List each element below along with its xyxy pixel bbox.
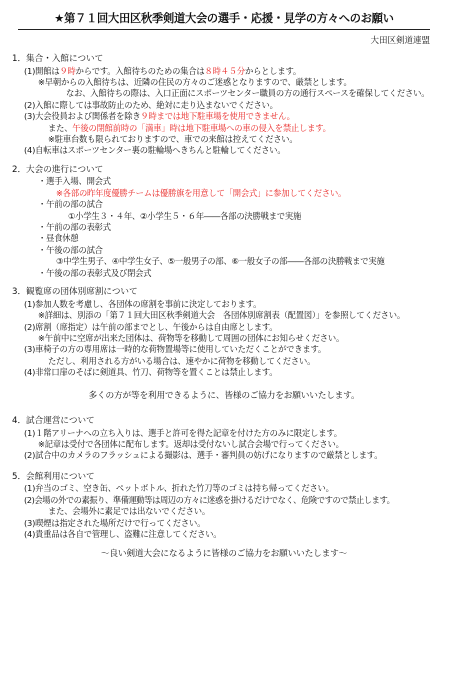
sec1-line-1: (1)開館は９時からです。入館待ちのための集合は８時４５分からとします。 xyxy=(24,65,301,76)
sec3-line-2: ※詳細は、別添の「第７１回大田区秋季剣道大会 各団体別席割表（配置図）」を参照してください。 xyxy=(38,310,405,321)
sec2-line-5: ・午前の部の表彰式 xyxy=(38,222,111,233)
sec2-line-7: ・午後の部の試合 xyxy=(38,244,103,255)
sec2-line-8: ③中学生男子、④中学生女子、⑤一般男子の部、⑥一般女子の部――各部の決勝戦まで実施 xyxy=(56,256,385,267)
sec3-line-4: ※午前中に空席が出来た団体は、荷物等を移動して周囲の団体にお知らせください。 xyxy=(38,332,345,343)
sec2-line-6: ・昼食休憩 xyxy=(38,233,79,244)
sec2-line-4: ①小学生３・４年、②小学生５・６年――各部の決勝戦まで実施 xyxy=(68,210,302,221)
organization-name: 大田区剣道連盟 xyxy=(370,36,430,46)
sec2-line-2: ※各部の昨年度優勝チームは優勝旗を用意して「開会式」に参加してください。 xyxy=(56,187,347,198)
section-2-heading: 2．大会の進行について xyxy=(12,164,104,175)
sec1-line-7: ※駐車台数も限られておりますので、車での来館は控えてください。 xyxy=(48,134,298,145)
sec1-line-3: なお、入館待ちの際は、入口正面にスポーツセンター職員の方の通行スペースを確保してください。 xyxy=(66,88,430,99)
sec1-line-6: また、午後の閉館前時の「満車」時は地下駐車場への車の侵入を禁止します。 xyxy=(48,122,331,133)
sec2-line-1: ・選手入場、開会式 xyxy=(38,176,111,187)
section-4-heading: 4．試合運営について xyxy=(12,415,95,426)
sec1-line-8: (4)自転車はスポーツセンター裏の駐輪場へきちんと駐輪してください。 xyxy=(24,145,286,156)
section-3-heading: 3．観覧席の団体別席割について xyxy=(12,287,138,298)
sec2-line-3: ・午前の部の試合 xyxy=(38,199,103,210)
sec1-line-2: ※早朝からの入館待ちは、近隣の住民の方々のご迷惑となりますので、厳禁とします。 xyxy=(38,77,352,87)
sec3-line-6: ただし、利用される方がいる場合は、速やかに荷物を移動してください。 xyxy=(48,355,316,366)
sec5-line-4: (3)喫煙は指定された場所だけで行ってください。 xyxy=(24,517,206,528)
sec5-line-3: また、会場外に素足では出ないでください。 xyxy=(48,506,210,517)
sec3-line-1: (1)参加人数を考慮し、各団体の席割を事前に決定しております。 xyxy=(24,298,262,309)
sec4-line-3: (2)試合中のカメラのフラッシュによる撮影は、選手・審判員の妨げになりますので厳禁とします。 xyxy=(24,450,383,461)
cooperation-notice: 多くの方が等を利用できるように、皆様のご協力をお願いいたします。 xyxy=(88,390,360,401)
sec1-line-5: (3)大会役員および関係者を除き９時までは地下駐車場を使用できません。 xyxy=(24,111,295,122)
sec2-line-9: ・午後の部の表彰式及び閉会式 xyxy=(38,267,152,278)
sec4-line-2: ※記章は受付で各団体に配布します。返却は受付ないし試合会場で行ってください。 xyxy=(38,438,344,449)
section-5-heading: 5．会館利用について xyxy=(12,471,95,482)
sec5-line-2: (2)会場の外での素振り、準備運動等は周辺の方々に迷惑を掛けるだけでなく、危険ですので禁止します。 xyxy=(24,494,395,505)
sec3-line-5: (3)車椅子の方の専用席は一時的な荷物置場等に使用していただくことができます。 xyxy=(24,344,326,355)
closing-message: ～良い剣道大会になるように皆様のご協力をお願いいたします～ xyxy=(100,549,348,560)
sec3-line-7: (4)非常口扉のそばに剣道具、竹刀、荷物等を置くことは禁止します。 xyxy=(24,367,278,378)
sec5-line-5: (4)貴重品は各自で管理し、盗難に注意してください。 xyxy=(24,528,222,539)
sec4-line-1: (1)１階アリーナへの立ち入りは、選手と許可を得た記章を付けた方のみに限定します。 xyxy=(24,427,342,438)
sec1-line-4: (2)入館に際しては事故防止のため、絶対に走り込まないでください。 xyxy=(24,99,278,110)
sec5-line-1: (1)弁当のゴミ、空き缶、ペットボトル、折れた竹刀等のゴミは持ち帰ってください。 xyxy=(24,483,334,494)
section-1-heading: 1．集合・入館について xyxy=(12,54,104,64)
sec3-line-3: (2)席割（席指定）は午前の部までとし、午後からは自由席とします。 xyxy=(24,321,278,332)
document-title: ★第７１回大田区秋季剣道大会の選手・応援・見学の方々へのお願い xyxy=(18,10,430,30)
